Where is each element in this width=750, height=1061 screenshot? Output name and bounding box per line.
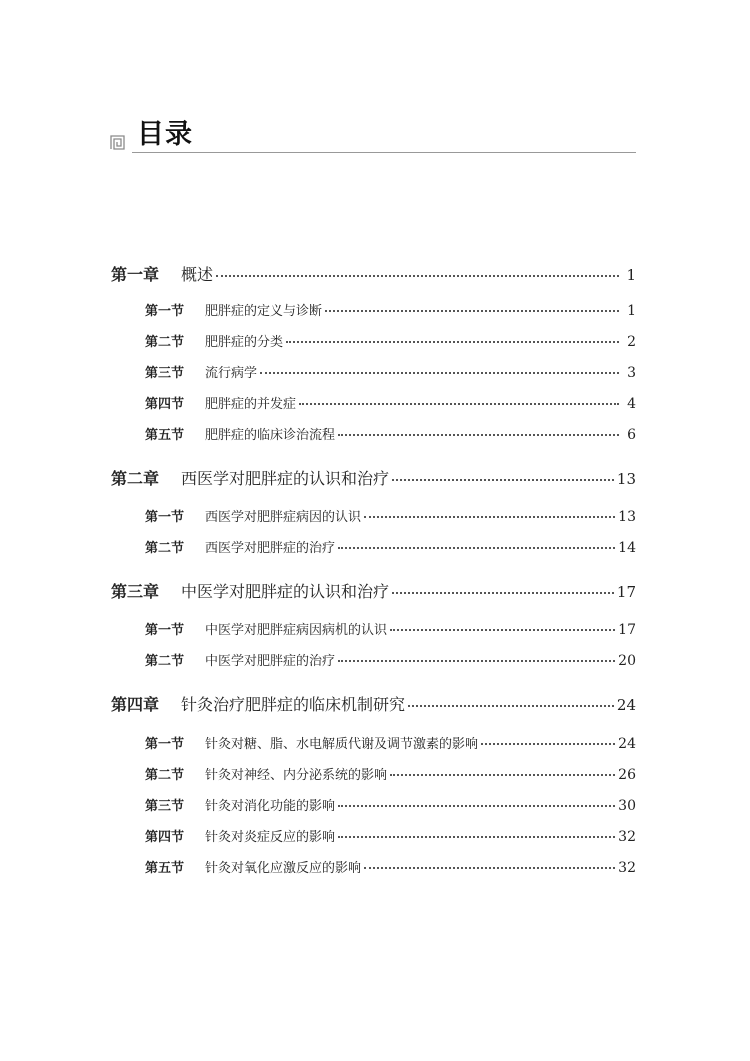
toc-chapter-2[interactable] (111, 466, 636, 489)
toc-section-4-1[interactable] (145, 733, 636, 752)
section-number: 第二节 (145, 541, 185, 556)
chapter-number: 第四章 (111, 695, 160, 714)
toc-section-1-1[interactable] (145, 300, 636, 319)
section-title: 西医学对肥胖症病因的认识 (205, 510, 362, 525)
section-number: 第一节 (145, 737, 185, 752)
page-number: 17 (616, 583, 636, 601)
chapter-title: 中医学对肥胖症的认识和治疗 (181, 582, 390, 601)
dot-leader (338, 431, 619, 436)
section-number: 第一节 (145, 510, 185, 525)
dot-leader (338, 802, 615, 807)
toc-section-4-2[interactable] (145, 764, 636, 783)
page-number: 17 (618, 622, 636, 638)
toc-section-1-5[interactable] (145, 424, 636, 443)
section-title: 肥胖症的定义与诊断 (205, 304, 323, 319)
page-number: 20 (618, 653, 636, 669)
dot-leader (408, 702, 614, 707)
section-title: 针灸对神经、内分泌系统的影响 (205, 768, 388, 783)
dot-leader (481, 740, 615, 745)
section-number: 第三节 (145, 366, 185, 381)
title-underline (132, 152, 636, 153)
section-number: 第二节 (145, 768, 185, 783)
dot-leader (364, 513, 615, 518)
page-number: 13 (616, 470, 636, 488)
dot-leader (216, 272, 619, 277)
section-number: 第二节 (145, 654, 185, 669)
page-number: 32 (618, 860, 636, 876)
chapter-number: 第一章 (111, 265, 160, 284)
chapter-title: 概述 (181, 265, 214, 284)
page-number: 1 (626, 266, 636, 284)
page-number: 6 (627, 427, 636, 443)
toc-chapter-4[interactable] (111, 692, 636, 715)
section-title: 肥胖症的并发症 (205, 397, 297, 412)
page-number: 26 (618, 767, 636, 783)
dot-leader (325, 307, 619, 312)
chapter-number: 第三章 (111, 582, 160, 601)
page-number: 4 (627, 396, 636, 412)
dot-leader (299, 400, 619, 405)
page-title: 目录 (137, 119, 193, 150)
toc-section-4-3[interactable] (145, 795, 636, 814)
toc-section-4-4[interactable] (145, 826, 636, 845)
toc-section-2-2[interactable] (145, 537, 636, 556)
section-title: 肥胖症的临床诊治流程 (205, 428, 336, 443)
toc-chapter-3[interactable] (111, 579, 636, 602)
section-number: 第二节 (145, 335, 185, 350)
section-number: 第五节 (145, 428, 185, 443)
page-number: 1 (627, 303, 636, 319)
toc-section-1-2[interactable] (145, 331, 636, 350)
dot-leader (390, 771, 615, 776)
toc-header (106, 114, 636, 158)
section-title: 针灸对糖、脂、水电解质代谢及调节激素的影响 (205, 737, 479, 752)
section-number: 第三节 (145, 799, 185, 814)
section-title: 中医学对肥胖症的治疗 (205, 654, 336, 669)
dot-leader (338, 544, 615, 549)
page-number: 30 (618, 798, 636, 814)
dot-leader (390, 626, 615, 631)
dot-leader (392, 476, 614, 481)
page-number: 24 (618, 736, 636, 752)
section-title: 针灸对炎症反应的影响 (205, 830, 336, 845)
toc-chapter-1[interactable] (111, 262, 636, 285)
section-number: 第四节 (145, 397, 185, 412)
section-title: 针灸对氧化应激反应的影响 (205, 861, 362, 876)
page-number: 24 (616, 696, 636, 714)
page-number: 13 (618, 509, 636, 525)
dot-leader (392, 589, 614, 594)
section-title: 中医学对肥胖症病因病机的认识 (205, 623, 388, 638)
section-number: 第一节 (145, 623, 185, 638)
chapter-title: 针灸治疗肥胖症的临床机制研究 (181, 695, 406, 714)
chapter-number: 第二章 (111, 469, 160, 488)
section-number: 第四节 (145, 830, 185, 845)
section-title: 流行病学 (205, 366, 258, 381)
toc-section-1-3[interactable] (145, 362, 636, 381)
section-number: 第五节 (145, 861, 185, 876)
dot-leader (364, 864, 615, 869)
page-number: 14 (618, 540, 636, 556)
toc-section-3-1[interactable] (145, 619, 636, 638)
page-number: 2 (627, 334, 636, 350)
page-number: 3 (627, 365, 636, 381)
toc-section-4-5[interactable] (145, 857, 636, 876)
section-title: 西医学对肥胖症的治疗 (205, 541, 336, 556)
toc-section-1-4[interactable] (145, 393, 636, 412)
dot-leader (338, 657, 615, 662)
meander-ornament-icon (110, 135, 125, 150)
dot-leader (338, 833, 615, 838)
dot-leader (260, 369, 619, 374)
section-number: 第一节 (145, 304, 185, 319)
toc-section-3-2[interactable] (145, 650, 636, 669)
section-title: 肥胖症的分类 (205, 335, 284, 350)
section-title: 针灸对消化功能的影响 (205, 799, 336, 814)
chapter-title: 西医学对肥胖症的认识和治疗 (181, 469, 390, 488)
page-number: 32 (618, 829, 636, 845)
toc-section-2-1[interactable] (145, 506, 636, 525)
dot-leader (286, 338, 619, 343)
